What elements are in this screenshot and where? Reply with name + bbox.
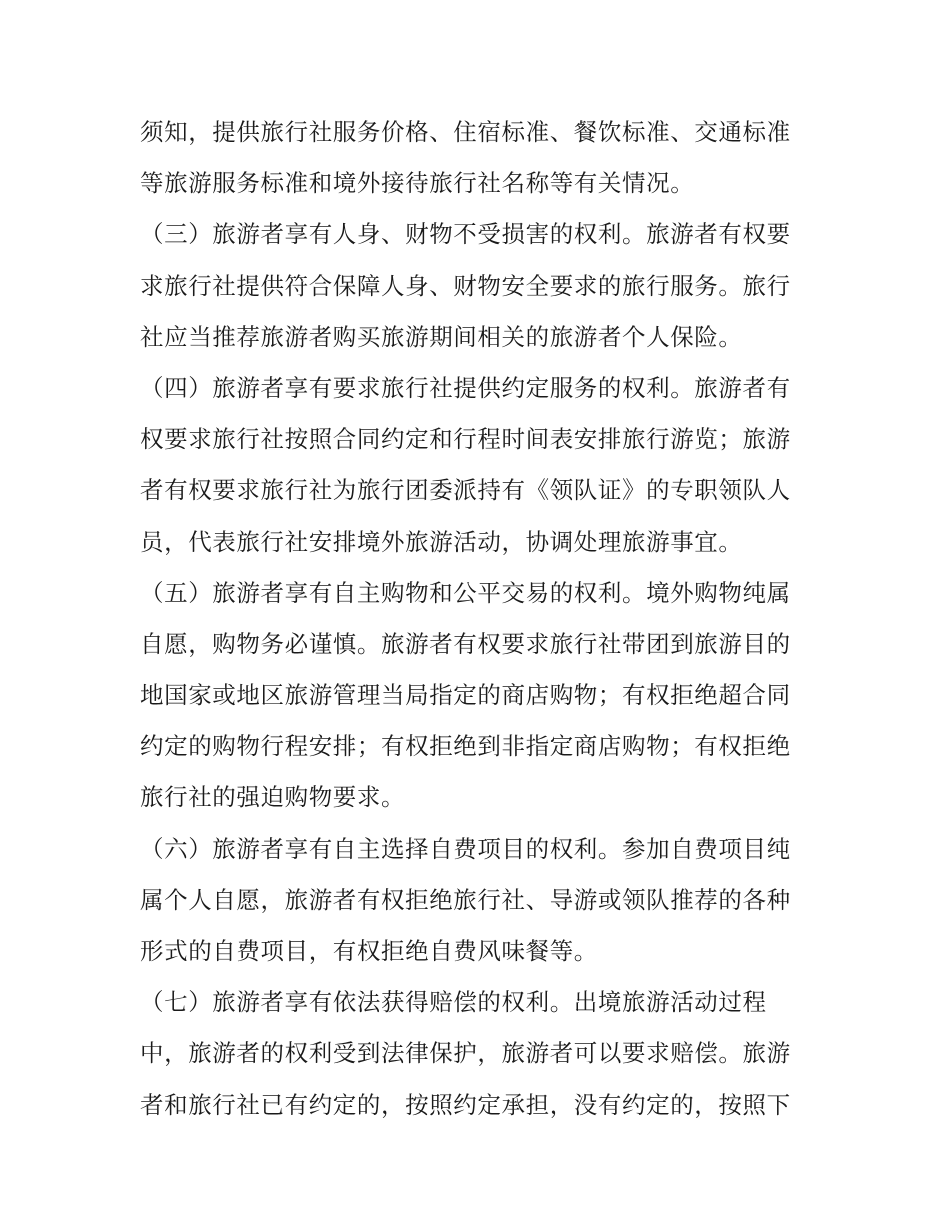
text-line: 权要求旅行社按照合同约定和行程时间表安排旅行游览；旅游 — [140, 425, 791, 454]
text-line: （六）旅游者享有自主选择自费项目的权利。参加自费项目纯 — [140, 834, 791, 863]
text-line: 地国家或地区旅游管理当局指定的商店购物；有权拒绝超合同 — [140, 681, 791, 710]
text-line: 者和旅行社已有约定的，按照约定承担，没有约定的，按照下 — [140, 1090, 791, 1119]
text-line: 员，代表旅行社安排境外旅游活动，协调处理旅游事宜。 — [140, 527, 743, 556]
text-line: 等旅游服务标准和境外接待旅行社名称等有关情况。 — [140, 169, 695, 198]
text-line: 约定的购物行程安排；有权拒绝到非指定商店购物；有权拒绝 — [140, 732, 791, 761]
text-line: 者有权要求旅行社为旅行团委派持有《领队证》的专职领队人 — [140, 476, 791, 505]
text-line: 中，旅游者的权利受到法律保护，旅游者可以要求赔偿。旅游 — [140, 1039, 791, 1068]
text-line: （四）旅游者享有要求旅行社提供约定服务的权利。旅游者有 — [140, 373, 791, 402]
text-line: 属个人自愿，旅游者有权拒绝旅行社、导游或领队推荐的各种 — [140, 885, 791, 914]
text-line: （五）旅游者享有自主购物和公平交易的权利。境外购物纯属 — [140, 578, 791, 607]
text-line: 形式的自费项目，有权拒绝自费风味餐等。 — [140, 937, 598, 965]
text-line: 须知，提供旅行社服务价格、住宿标准、餐饮标准、交通标准 — [140, 118, 791, 146]
text-line: 社应当推荐旅游者购买旅游期间相关的旅游者个人保险。 — [140, 322, 743, 351]
text-line: 自愿，购物务必谨慎。旅游者有权要求旅行社带团到旅游目的 — [140, 629, 791, 658]
text-line: （七）旅游者享有依法获得赔偿的权利。出境旅游活动过程 — [140, 988, 767, 1017]
text-line: 求旅行社提供符合保障人身、财物安全要求的旅行服务。旅行 — [140, 271, 791, 300]
body-text — [140, 107, 820, 1131]
text-line: 旅行社的强迫购物要求。 — [140, 783, 406, 812]
text-line: （三）旅游者享有人身、财物不受损害的权利。旅游者有权要 — [140, 220, 791, 249]
